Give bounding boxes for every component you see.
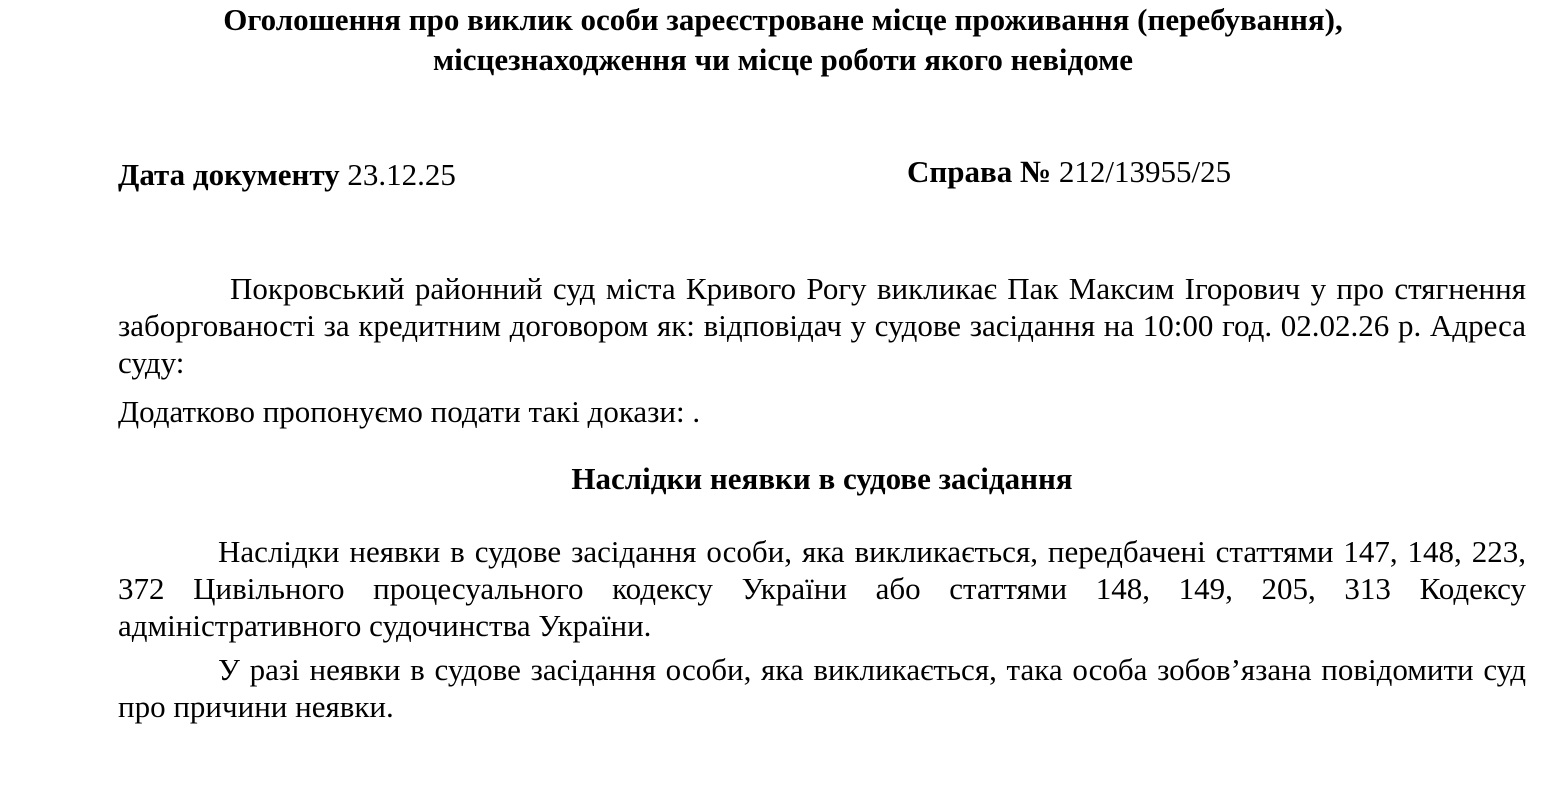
document-date	[118, 155, 456, 195]
date-value: 23.12.25	[347, 157, 456, 192]
consequences-paragraph-2: У разі неявки в судове засідання особи, яка викликається, така особа зобов’язана повідомити суд про причини неявки.	[118, 652, 1526, 724]
evidence-request-line: Додатково пропонуємо подати такі докази: .	[118, 394, 701, 429]
summons-paragraph: Покровський районний суд міста Кривого Рогу викликає Пак Максим Ігорович у про стягнення заборгованості за кредитним договором як: відповідач у судове засідання на 10:00 год. 02.02.26 р. Адреса суду:	[118, 271, 1526, 380]
title-line-1: Оголошення про виклик особи зареєстроване місце проживання (перебування),	[223, 2, 1343, 37]
consequences-heading: Наслідки неявки в судове засідання	[571, 461, 1073, 496]
document-title	[0, 0, 1566, 80]
date-label: Дата документу	[118, 157, 340, 192]
case-label: Справа №	[907, 154, 1052, 189]
title-line-2: місцезнаходження чи місце роботи якого невідоме	[432, 42, 1134, 77]
case-number	[907, 152, 1231, 192]
consequences-paragraph-1: Наслідки неявки в судове засідання особи, яка викликається, передбачені статтями 147, 148, 223, 372 Цивільного процесуального кодексу України або статтями 148, 149, 205, 313 Кодексу адміністративного судочинства України.	[118, 534, 1526, 643]
case-value: 212/13955/25	[1058, 154, 1232, 189]
